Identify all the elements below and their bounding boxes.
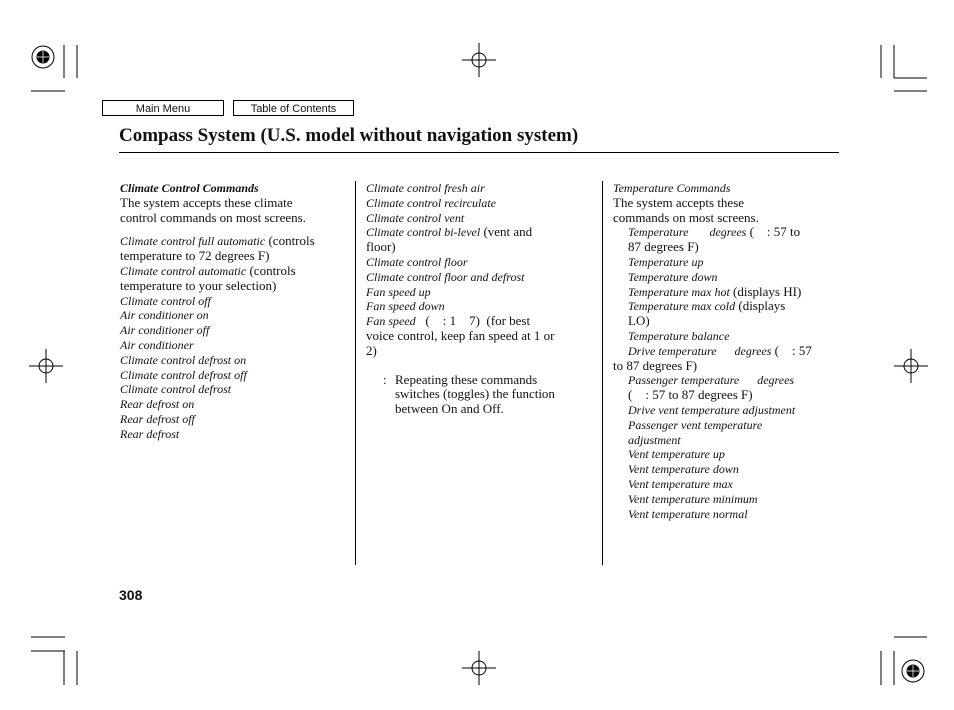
command-item: Climate control fresh air: [366, 181, 485, 195]
command-item: Climate control defrost on: [120, 352, 247, 367]
command-item: Climate control defrost: [120, 382, 232, 397]
note: [366, 373, 598, 417]
command-item: Drive vent temperature adjustment: [628, 402, 796, 417]
command-item: Fan speed down: [366, 299, 445, 314]
climate-commands-column: [120, 181, 352, 442]
note-line: Repeating these commands: [395, 371, 538, 387]
passenger-temperature-command: [613, 373, 845, 388]
command-desc: (controls: [265, 233, 315, 249]
command-item: Air conditioner off: [120, 323, 210, 338]
climate-commands-column-2: [366, 181, 598, 417]
climate-intro-line: The system accepts these climate: [120, 194, 293, 210]
command-desc: (displays HI): [729, 283, 802, 299]
title-divider: [119, 152, 839, 153]
command-desc: ( : 57 to 87 degrees F): [628, 387, 753, 403]
command-text: Passenger temperature: [628, 373, 740, 388]
command-item: Vent temperature minimum: [628, 491, 758, 506]
command-item: Temperature down: [628, 269, 718, 284]
command-text: Fan speed: [366, 314, 416, 329]
command-item: Passenger vent temperature: [628, 417, 763, 432]
column-divider: [602, 181, 603, 565]
column-divider: [355, 181, 356, 565]
fan-speed-command: [366, 314, 598, 329]
command-text: Climate control bi-level: [366, 225, 481, 240]
page-number: 308: [119, 587, 143, 603]
command-item: Rear defrost on: [120, 397, 195, 412]
command-text: degrees: [709, 225, 747, 240]
command-text: Temperature max hot: [628, 284, 730, 299]
command-item: Climate control recirculate: [366, 195, 496, 210]
command-desc: 2): [366, 342, 377, 358]
command-item: Air conditioner on: [120, 308, 209, 323]
command-desc: (displays: [735, 298, 786, 314]
command-desc: (vent and: [480, 224, 533, 240]
note-line: between On and Off.: [395, 401, 504, 417]
command-item: Vent temperature down: [628, 462, 739, 477]
main-menu-button[interactable]: Main Menu: [102, 100, 224, 116]
command-text: Drive temperature: [628, 343, 717, 358]
command-item: Temperature balance: [628, 328, 730, 343]
climate-heading: Climate Control Commands: [120, 181, 259, 195]
bilevel-command: [366, 225, 598, 240]
command-item: Climate control off: [120, 293, 211, 308]
full-auto-command: [120, 234, 352, 249]
command-item: Vent temperature up: [628, 447, 725, 462]
temp-max-cold-command: [613, 299, 845, 314]
temperature-heading: Temperature Commands: [613, 181, 731, 195]
drive-temperature-command: [613, 344, 845, 359]
note-mark: :: [383, 371, 387, 387]
page-title: Compass System (U.S. model without navigation system): [119, 125, 579, 146]
command-desc: 87 degrees F): [628, 239, 699, 255]
command-item: Climate control defrost off: [120, 367, 247, 382]
command-desc: temperature to 72 degrees F): [120, 248, 270, 264]
command-desc: voice control, keep fan speed at 1 or: [366, 327, 555, 343]
command-desc: floor): [366, 239, 396, 255]
command-desc: ( : 1 7) (for best: [415, 313, 531, 329]
command-desc: to 87 degrees F): [613, 357, 698, 373]
command-text: degrees: [757, 373, 795, 388]
auto-command: [120, 264, 352, 279]
table-of-contents-button[interactable]: Table of Contents: [233, 100, 354, 116]
temp-max-hot-command: [613, 285, 845, 300]
command-text: Climate control automatic: [120, 263, 247, 278]
command-text: degrees: [734, 343, 772, 358]
command-item: adjustment: [628, 432, 681, 447]
temperature-command: [613, 225, 845, 240]
command-desc: ( : 57: [771, 342, 812, 358]
command-text: Temperature: [628, 225, 689, 240]
command-item: Climate control vent: [366, 210, 465, 225]
command-item: Air conditioner: [120, 337, 194, 352]
command-item: Temperature up: [628, 254, 704, 269]
command-desc: ( : 57 to: [746, 224, 801, 240]
command-item: Climate control floor and defrost: [366, 269, 525, 284]
command-item: Rear defrost off: [120, 411, 195, 426]
command-item: Vent temperature normal: [628, 506, 748, 521]
command-item: Fan speed up: [366, 284, 431, 299]
command-desc: (controls: [246, 262, 296, 278]
note-line: switches (toggles) the function: [395, 386, 555, 402]
temperature-intro-line: The system accepts these: [613, 194, 745, 210]
climate-intro-line: control commands on most screens.: [120, 209, 306, 225]
command-text: Climate control full automatic: [120, 234, 266, 249]
temperature-intro-line: commands on most screens.: [613, 209, 759, 225]
command-desc: LO): [628, 313, 650, 329]
command-item: Climate control floor: [366, 254, 468, 269]
command-desc: temperature to your selection): [120, 277, 277, 293]
command-text: Temperature max cold: [628, 299, 736, 314]
command-item: Vent temperature max: [628, 476, 733, 491]
temperature-commands-column: [613, 181, 845, 521]
command-item: Rear defrost: [120, 426, 180, 441]
